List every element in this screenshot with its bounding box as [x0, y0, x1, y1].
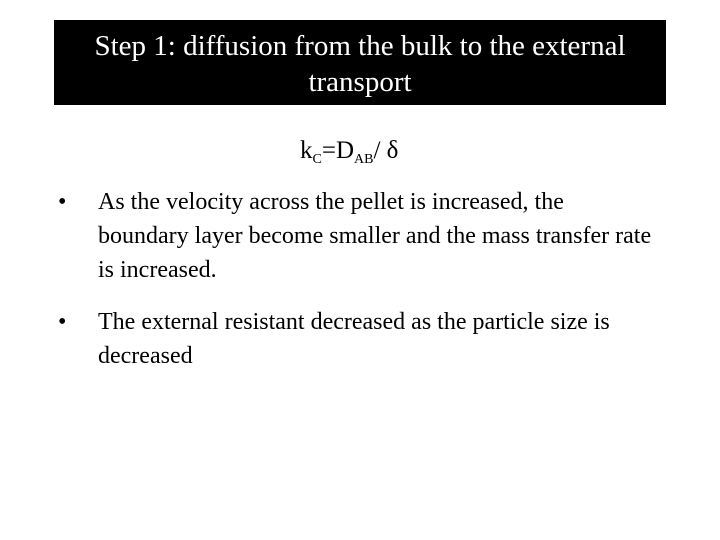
bullet-text: As the velocity across the pellet is increased, the boundary layer become smaller and the mass transfer rate is increased. [98, 189, 652, 283]
bullet-marker: • [58, 309, 67, 335]
formula-k: k [300, 137, 313, 164]
formula-divide-delta: / δ [373, 137, 399, 164]
formula-d-subscript: AB [354, 152, 374, 167]
bullet-marker: • [58, 189, 67, 215]
bullet-text: The external resistant decreased as the particle size is decreased [98, 309, 610, 369]
bullet-item-particle-size [58, 305, 658, 373]
mass-transfer-coefficient-formula [300, 136, 398, 166]
formula-k-subscript: C [312, 152, 322, 167]
slide-title [54, 20, 666, 105]
slide-title-line-1: Step 1: diffusion from the bulk to the external [94, 30, 626, 62]
slide-title-line-2: transport [308, 66, 412, 98]
formula-equals-d: =D [321, 137, 354, 164]
bullet-item-velocity [58, 185, 658, 287]
